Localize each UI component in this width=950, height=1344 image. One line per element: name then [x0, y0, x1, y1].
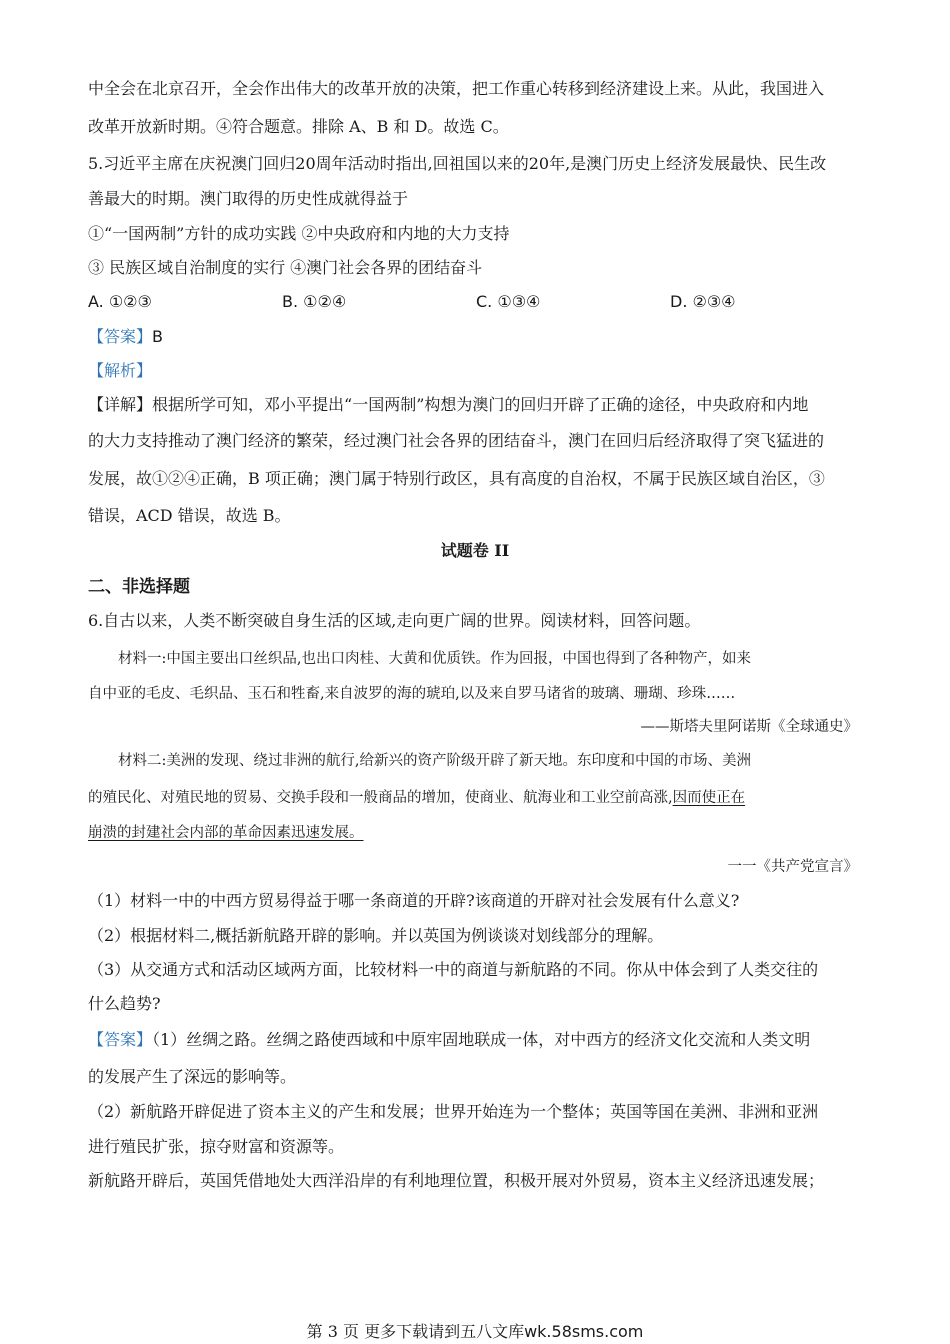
q6-answer-line-1 [88, 1030, 810, 1050]
q5-detail-line-1 [88, 395, 808, 415]
material-1-source: ——斯塔夫里阿诺斯《全球通史》 [640, 719, 858, 735]
q5-option-a: A. ①②③ [88, 292, 152, 311]
q5-analysis-tag: 【解析】 [88, 361, 153, 380]
answer-value: B [152, 327, 163, 346]
material-1-line-1: 材料一:中国主要出口丝织品,也出口肉桂、大黄和优质铁。作为回报，中国也得到了各种物产，如来 [118, 651, 751, 667]
material-2-line-2 [88, 788, 745, 808]
page-footer [0, 1322, 950, 1342]
material-2-line-1: 材料二:美洲的发现、绕过非洲的航行,给新兴的资产阶级开辟了新天地。东印度和中国的市场、美洲 [118, 753, 751, 769]
q6-answer-line-3: （2）新航路开辟促进了资本主义的产生和发展；世界开始连为一个整体；英国等国在美洲、非洲和亚洲 [88, 1102, 819, 1121]
q5-stem-line-2: 善最大的时期。澳门取得的历史性成就得益于 [88, 189, 409, 208]
q5-answer [88, 327, 163, 347]
q5-items-line-2: ③ 民族区域自治制度的实行 ④澳门社会各界的团结奋斗 [88, 258, 483, 277]
q6-sub-question-3-line-2: 什么趋势? [88, 994, 161, 1013]
q6-answer-line-2: 的发展产生了深远的影响等。 [88, 1067, 297, 1086]
section-heading: 二、非选择题 [88, 577, 190, 597]
material-2-underlined-part-2: 崩溃的封建社会内部的革命因素迅速发展。 [88, 825, 364, 841]
intro-line-2: 改革开放新时期。④符合题意。排除 A、B 和 D。故选 C。 [88, 117, 509, 136]
q5-detail-line-3: 发展，故①②④正确，B 项正确；澳门属于特别行政区，具有高度的自治权，不属于民族区域自治区，③ [88, 469, 825, 488]
intro-line-1: 中全会在北京召开，全会作出伟大的改革开放的决策，把工作重心转移到经济建设上来。从此，我国进入 [88, 79, 825, 98]
q6-sub-question-2: （2）根据材料二,概括新航路开辟的影响。并以英国为例谈谈对划线部分的理解。 [88, 926, 664, 945]
q5-items-line-1: ①“一国两制”方针的成功实践 ②中央政府和内地的大力支持 [88, 224, 510, 243]
q6-stem: 6.自古以来，人类不断突破自身生活的区域,走向更广阔的世界。阅读材料，回答问题。 [88, 611, 701, 630]
answer-tag: 【答案】 [88, 327, 153, 346]
q6-answer-line-5: 新航路开辟后，英国凭借地处大西洋沿岸的有利地理位置，积极开展对外贸易，资本主义经济迅速发展； [88, 1171, 825, 1190]
q5-option-c: C. ①③④ [476, 292, 541, 311]
q5-option-d: D. ②③④ [670, 292, 736, 311]
q6-sub-question-1: （1）材料一中的中西方贸易得益于哪一条商道的开辟?该商道的开辟对社会发展有什么意义? [88, 891, 740, 910]
detail-text: 根据所学可知，邓小平提出“一国两制”构想为澳门的回归开辟了正确的途径，中央政府和内地 [152, 395, 809, 414]
q6-answer-tag: 【答案】 [88, 1030, 153, 1049]
detail-tag: 【详解】 [88, 395, 153, 414]
paper-title: 试题卷 II [440, 541, 510, 560]
q5-option-b: B. ①②④ [282, 292, 347, 311]
material-2-underlined-part-1: 因而使正在 [672, 790, 746, 806]
material-2-source: 一一《共产党宣言》 [727, 859, 858, 875]
q6-sub-question-3-line-1: （3）从交通方式和活动区域两方面，比较材料一中的商道与新航路的不同。你从中体会到了人类交往的 [88, 960, 819, 979]
q6-answer-text: （1）丝绸之路。丝绸之路使西域和中原牢固地联成一体，对中西方的经济文化交流和人类文明 [152, 1030, 811, 1049]
material-1-line-2: 自中亚的毛皮、毛织品、玉石和牲畜,来自波罗的海的琥珀,以及来自罗马诸省的玻璃、珊瑚、珍珠…… [88, 686, 736, 702]
q6-answer-line-4: 进行殖民扩张，掠夺财富和资源等。 [88, 1137, 345, 1156]
q5-detail-line-2: 的大力支持推动了澳门经济的繁荣，经过澳门社会各界的团结奋斗，澳门在回归后经济取得了突飞猛进的 [88, 431, 825, 450]
page-number: 第 3 页 [306, 1322, 359, 1341]
q5-detail-line-4: 错误，ACD 错误，故选 B。 [88, 506, 291, 525]
q5-stem-line-1: 5.习近平主席在庆祝澳门回归20周年活动时指出,回祖国以来的20年,是澳门历史上经济发展最快、民生改 [88, 154, 827, 173]
footer-text: 更多下载请到五八文库 [364, 1322, 525, 1341]
footer-url: wk.58sms.com [524, 1322, 644, 1341]
material-2-text: 的殖民化、对殖民地的贸易、交换手段和一般商品的增加，使商业、航海业和工业空前高涨, [88, 790, 673, 806]
